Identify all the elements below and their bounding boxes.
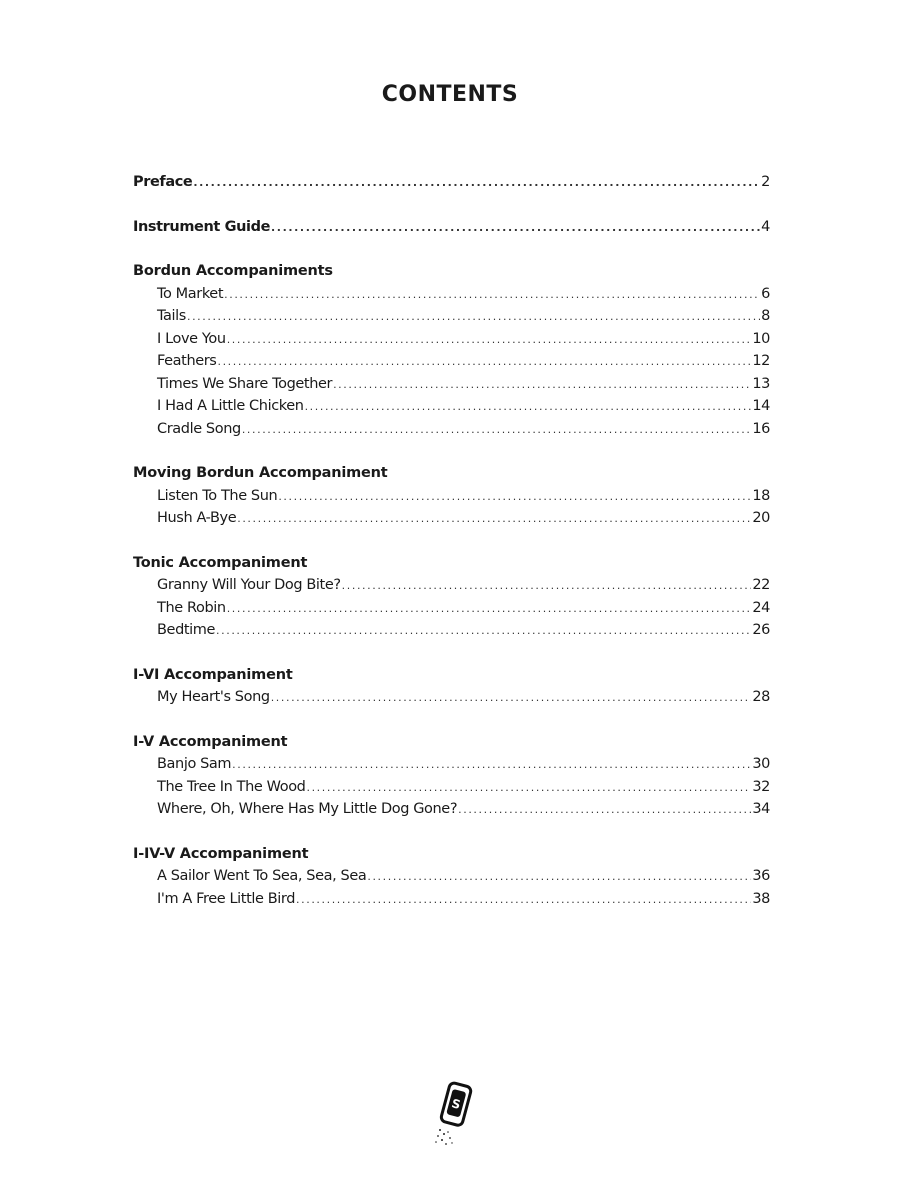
dot-leader xyxy=(306,781,751,794)
dot-leader xyxy=(227,602,752,615)
toc-section-heading: I-VI Accompaniment xyxy=(133,666,293,683)
toc-section xyxy=(133,846,770,914)
toc-entry-label: My Heart's Song xyxy=(157,689,270,705)
toc-entry-page: 13 xyxy=(752,375,770,392)
toc-entry-label: I'm A Free Little Bird xyxy=(157,890,296,907)
toc-sections xyxy=(133,263,770,913)
toc-entry-page: 26 xyxy=(752,622,770,638)
dot-leader xyxy=(224,288,760,301)
dot-leader xyxy=(232,758,751,771)
toc-section-heading: Bordun Accompaniments xyxy=(133,263,333,279)
toc-entry-label: I Had A Little Chicken xyxy=(157,398,304,414)
dot-leader xyxy=(333,378,751,391)
dot-leader xyxy=(187,310,760,323)
toc-entry-label: Times We Share Together xyxy=(157,375,333,392)
dot-leader xyxy=(217,355,751,368)
toc-entry-page: 8 xyxy=(761,308,770,324)
toc-entry-page: 20 xyxy=(752,510,770,526)
dot-leader xyxy=(458,803,751,816)
toc-entry-label: Where, Oh, Where Has My Little Dog Gone? xyxy=(157,801,458,817)
toc-entry-label: The Robin xyxy=(157,599,226,616)
toc-entry-label: Hush A-Bye xyxy=(157,510,237,526)
toc-entry-page: 24 xyxy=(752,599,770,616)
toc-entry[interactable] xyxy=(133,286,770,309)
page-title: CONTENTS xyxy=(381,82,519,107)
dot-leader xyxy=(278,490,751,503)
toc-entry-label: Cradle Song xyxy=(157,420,241,437)
dot-leader xyxy=(296,893,751,906)
toc-entry-label: I Love You xyxy=(157,330,226,347)
toc-entry-label: Listen To The Sun xyxy=(157,487,278,504)
toc-entry-label: Granny Will Your Dog Bite? xyxy=(157,577,341,593)
toc-entry-page: 2 xyxy=(761,174,770,190)
toc-entry-page: 32 xyxy=(752,778,770,795)
toc-entry[interactable] xyxy=(133,577,770,600)
toc-entry-page: 6 xyxy=(761,285,770,302)
toc-entry-page: 22 xyxy=(752,577,770,593)
toc-entry-page: 10 xyxy=(752,330,770,347)
dot-leader xyxy=(193,176,760,189)
toc-entry-label: Bedtime xyxy=(157,622,216,638)
toc-entry-page: 12 xyxy=(752,353,770,369)
toc-entry[interactable] xyxy=(133,308,770,331)
toc-entry[interactable] xyxy=(133,376,770,399)
dot-leader xyxy=(367,870,751,883)
toc-entry[interactable] xyxy=(133,331,770,354)
toc-entry[interactable] xyxy=(133,353,770,376)
toc-entry-label: Feathers xyxy=(157,353,217,369)
toc-section-heading: I-IV-V Accompaniment xyxy=(133,845,309,862)
toc-entry[interactable] xyxy=(133,779,770,802)
dot-leader xyxy=(271,221,760,234)
publisher-logo-icon xyxy=(430,1078,480,1148)
toc-section xyxy=(133,465,770,533)
toc-entry-label: To Market xyxy=(157,285,224,302)
toc-entry-label: Tails xyxy=(157,308,186,324)
toc-entry-page: 38 xyxy=(752,890,770,907)
toc-entry[interactable] xyxy=(133,801,770,824)
toc-entry[interactable] xyxy=(133,398,770,421)
toc-entry-preface[interactable] xyxy=(133,174,770,197)
dot-leader xyxy=(305,400,752,413)
toc-entry[interactable] xyxy=(133,622,770,645)
toc-section-heading: Tonic Accompaniment xyxy=(133,554,308,571)
toc-entry[interactable] xyxy=(133,600,770,623)
toc-entry-label: A Sailor Went To Sea, Sea, Sea xyxy=(157,868,367,884)
toc-section xyxy=(133,667,770,712)
toc-entry[interactable] xyxy=(133,891,770,914)
toc-section-heading: Moving Bordun Accompaniment xyxy=(133,465,388,481)
dot-leader xyxy=(237,512,751,525)
toc-entry[interactable] xyxy=(133,510,770,533)
toc-entry[interactable] xyxy=(133,488,770,511)
toc-entry[interactable] xyxy=(133,689,770,712)
toc-entry-page: 14 xyxy=(752,398,770,414)
dot-leader xyxy=(271,691,752,704)
dot-leader xyxy=(242,423,752,436)
toc-section xyxy=(133,263,770,443)
toc-entry[interactable] xyxy=(133,756,770,779)
toc-entry-page: 34 xyxy=(752,801,770,817)
toc-entry[interactable] xyxy=(133,421,770,444)
toc-section xyxy=(133,555,770,645)
toc-entry-page: 18 xyxy=(752,487,770,504)
toc-entry-page: 30 xyxy=(752,756,770,772)
toc-entry-label: Instrument Guide xyxy=(133,218,271,235)
toc-entry-label: The Tree In The Wood xyxy=(157,778,306,795)
toc-entry-page: 36 xyxy=(752,868,770,884)
table-of-contents xyxy=(133,174,770,935)
toc-entry-page: 16 xyxy=(752,420,770,437)
toc-section xyxy=(133,734,770,824)
dot-leader xyxy=(227,333,752,346)
logo-letter: S xyxy=(450,1096,463,1113)
dot-leader xyxy=(342,579,752,592)
dot-leader xyxy=(216,624,751,637)
toc-entry[interactable] xyxy=(133,868,770,891)
toc-entry-page: 28 xyxy=(752,689,770,705)
toc-entry-label: Preface xyxy=(133,174,193,190)
toc-entry-page: 4 xyxy=(761,218,770,235)
toc-entry-label: Banjo Sam xyxy=(157,756,232,772)
toc-section-heading: I-V Accompaniment xyxy=(133,733,288,750)
toc-entry-instrument-guide[interactable] xyxy=(133,219,770,242)
